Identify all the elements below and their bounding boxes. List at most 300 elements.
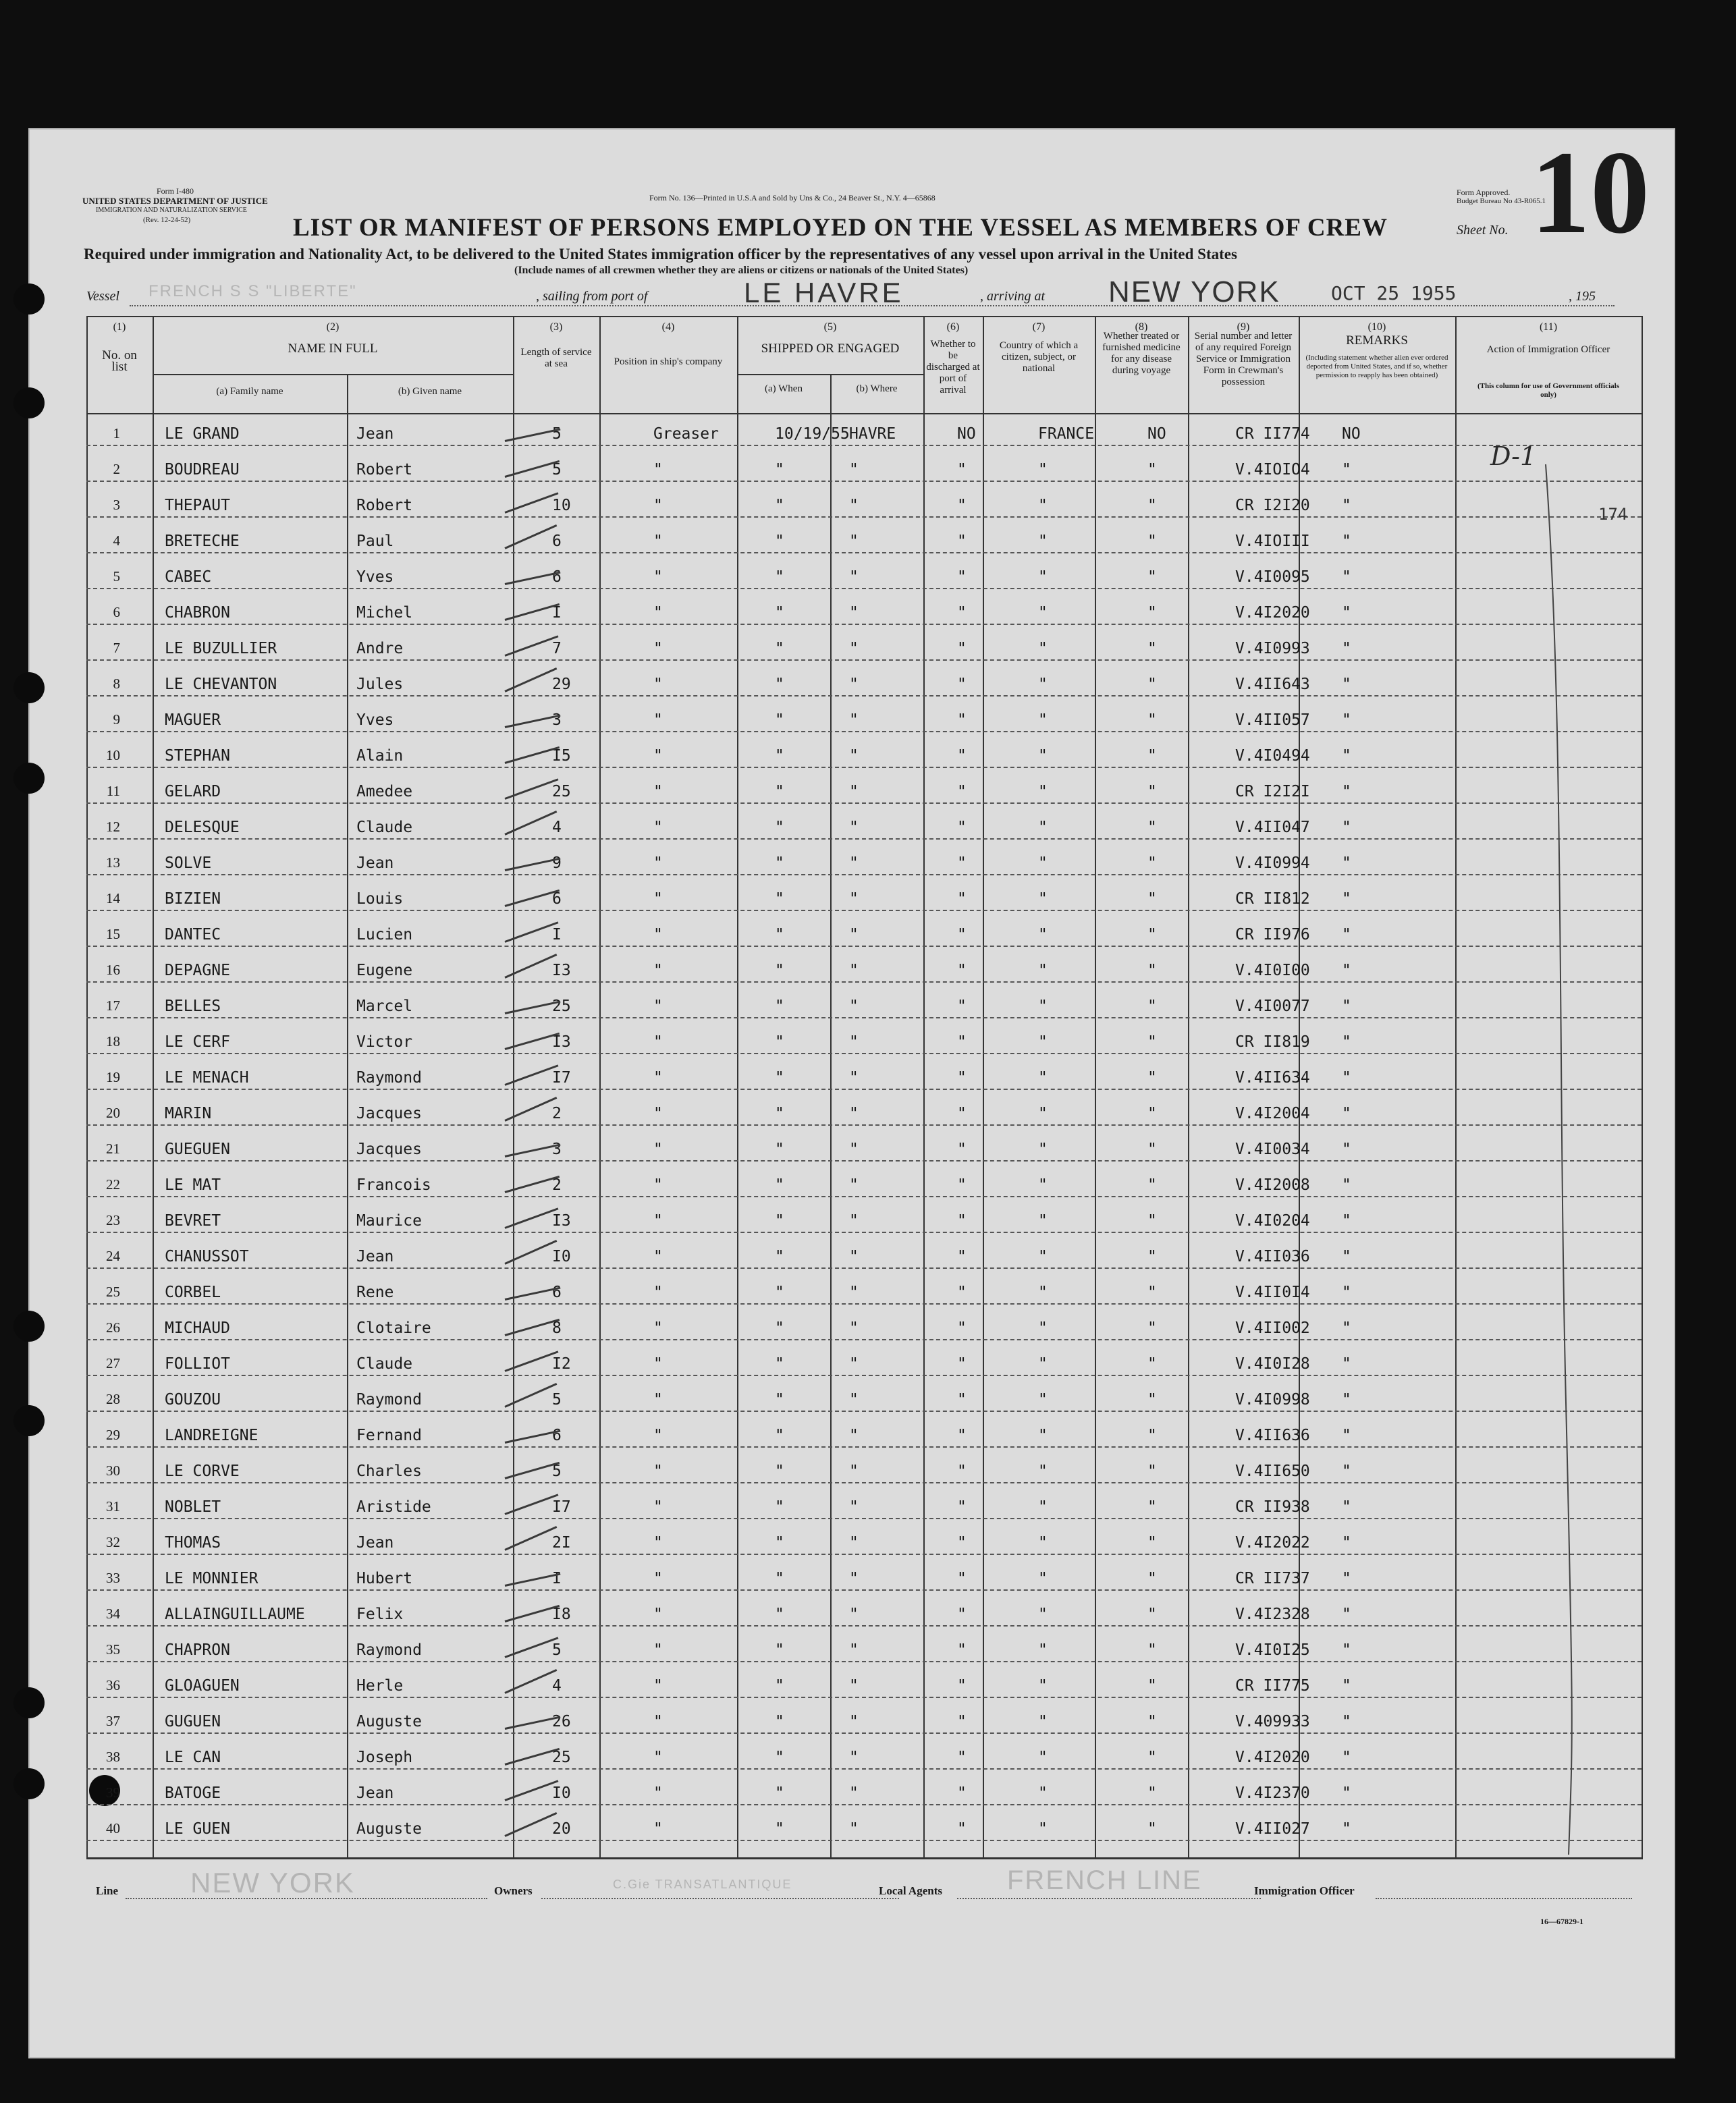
col-header-action: Action of Immigration Officer: [1486, 344, 1610, 355]
margin-note: 174: [1598, 505, 1628, 524]
country: ": [1038, 604, 1048, 622]
department-line: UNITED STATES DEPARTMENT OF JUSTICE: [82, 196, 268, 206]
given-name: Jean: [356, 1534, 394, 1552]
service-length: I: [552, 1570, 562, 1587]
engaged-where: ": [849, 1641, 859, 1659]
table-row: [86, 1665, 1642, 1701]
country: ": [1038, 1498, 1048, 1516]
engaged-when: 10/19/55: [775, 425, 850, 443]
discharge: ": [957, 1033, 967, 1051]
engaged-when: ": [775, 998, 784, 1015]
officer-label: Immigration Officer: [1254, 1884, 1355, 1897]
col-header-treated: Whether treated or furnished medicine for any disease during voyage: [1102, 331, 1181, 376]
country: ": [1038, 926, 1048, 944]
family-name: GLOAGUEN: [165, 1677, 240, 1695]
serial-number: V.4I2020: [1235, 604, 1310, 622]
engaged-when: ": [775, 1749, 784, 1766]
engaged-when: ": [775, 962, 784, 979]
table-row: [86, 1737, 1642, 1772]
remarks: ": [1342, 1069, 1351, 1087]
given-name: Louis: [356, 890, 404, 908]
family-name: CHAPRON: [165, 1641, 230, 1659]
treated: ": [1147, 497, 1157, 514]
table-row: [86, 1200, 1642, 1236]
discharge: ": [957, 676, 967, 693]
treated: ": [1147, 1248, 1157, 1265]
discharge: ": [957, 926, 967, 944]
row-number: 26: [106, 1319, 120, 1336]
owners-label: Owners: [494, 1884, 533, 1897]
check-slash: [504, 1350, 558, 1372]
discharge: ": [957, 1534, 967, 1552]
table-row: [86, 1558, 1642, 1593]
family-name: LANDREIGNE: [165, 1427, 259, 1444]
check-slash: [505, 1033, 560, 1050]
engaged-when: ": [775, 747, 784, 765]
country: ": [1038, 890, 1048, 908]
service-length: I3: [552, 962, 571, 979]
check-slash: [504, 1669, 557, 1694]
position: ": [653, 1713, 663, 1730]
row-rule: [86, 1840, 1642, 1841]
given-name: Lucien: [356, 926, 413, 944]
engaged-where: ": [849, 1677, 859, 1695]
position: ": [653, 747, 663, 765]
service-length: 2: [552, 1176, 562, 1194]
position: ": [653, 1355, 663, 1373]
family-name: GOUZOU: [165, 1391, 221, 1409]
serial-number: CR II938: [1235, 1498, 1310, 1516]
engaged-where: ": [849, 890, 859, 908]
given-name: Auguste: [356, 1820, 422, 1838]
col-header-serial: Serial number and letter of any required Foreign Service or Immigration Form in Crewman's possession: [1194, 331, 1293, 387]
country: ": [1038, 1212, 1048, 1230]
engaged-where: ": [849, 711, 859, 729]
row-rule: [86, 588, 1642, 589]
serial-number: V.4I0993: [1235, 640, 1310, 657]
service-length: 5: [552, 1391, 562, 1409]
row-number: 30: [106, 1463, 120, 1479]
row-number: 33: [106, 1570, 120, 1586]
service-length: 6: [552, 890, 562, 908]
service-length: I: [552, 926, 562, 944]
table-row: [86, 735, 1642, 771]
serial-number: V.4I2370: [1235, 1784, 1310, 1802]
discharge: ": [957, 1391, 967, 1409]
service-length: I5: [552, 747, 571, 765]
engaged-when: ": [775, 854, 784, 872]
service-length: I0: [552, 1248, 571, 1265]
service-length: 3: [552, 1141, 562, 1158]
check-slash: [505, 746, 560, 764]
given-name: Hubert: [356, 1570, 413, 1587]
crew-table: (1) (2) (3) (4) (5) (6) (7) (8) (9) (10) (11) No. on list NAME IN FULL (a) Family name (b) Given name Length of service at sea Position in ship's company SHIPPED OR ENGAGED (a) When (b) Where Whether to be discharged at port of arrival Country of which a citizen, subject, or national Whether treated or furnished medicine for any disease during voyage Serial number and letter of any required Foreign Service or Immigration Form in Crewman's possession REMARKS (Including statement whether alien ever ordered deported from United States, and if so, whether permission to reapply has been obtained) Action of Immigration Officer (This column for use of Government officials only) 1 LE GRAND Jean 5 Greaser 10/19/55 HAVRE NO FRANCE NO CR II774 NO 2 BOUDREAU Robert 5 " " " " " " V.4IOIO4 " 3 THEPAUT Robert 10 " " " " " " CR I2I20 " 4 BRETECHE Paul 6 " " " " " " V.4IOIII " 5 CABEC Yves 6 " " " " " " V.4I0095 " 6 CHABRON Michel I " " " " " " V.4I2020 " 7 LE BUZULLIER Andre 7 " " " " " " V.4I0993 " 8 LE CHEVANTON Jules 29 " " " " " " V.4II643 " 9 MAGUER Yves 3 " " " " " " V.4II057 " 10 STEPHAN Alain I5 " " " " " " V.4I0494 " 11 GELARD Amedee 25 " " " " " " CR I2I2I " 12 DELESQUE Claude 4 " " " " " " V.4II047 " 13 SOLVE Jean 9 " " " " " " V.4I0994 " 14 BIZIEN Louis 6 " " " " " " CR II812 " 15 DANTEC Lucien I " " " " " " CR II976 " 16 DEPAGNE Eugene I3 " " " " " " V.4I0I00 " 17 BELLES Marcel 25 " " " " " " V.4I0077 " 18 LE CERF Victor I3 " " " " " " CR II819 " 19 LE MENACH Raymond I7 " " " " " " V.4II634 " 20 MARIN Jacques 2 " " " " " " V.4I2004 " 21 GUEGUEN Jacques 3 " " " " " " V.4I0034 " 22 LE MAT Francois 2 " " " " " " V.4I2008 " 23 BEVRET Maurice I3 " " " " " " V.4I0204 " 24 CHANUSSOT Jean I0 " " " " " " V.4II036 " 25 CORBEL Rene 6 " " " " " " V.4II0I4 " 26 MICHAUD Clotaire 8 " " " " " " V.4II002 " 27 FOLLIOT Claude I2 " " " " " " V.4I0I28 " 28 GOUZOU Raymond 5 " " " " " " V.4I0998 " 29 LANDREIGNE Fernand 6 " " " " " " V.4II636 " 30 LE CORVE Charles 5 " " " " " " V.4II650 " 31 NOBLET Aristide I7 " " " " " " CR II938 " 32 THOMAS Jean 2I " " " " " " V.4I2022 " 33 LE MONNIER Hubert I " " " " " " CR II737 " 34 ALLAINGUILLAUME Felix I8 " " " " " " V.4I2328 " 35 CHAPRON Raymond 5 " " " " " " V.4I0I25 " 36 GLOAGUEN Herle 4 " " " " " " CR II775 " 37 GUGUEN Auguste 26 " " " " " " V.409933 " 38 LE CAN Joseph 25 " " " " " " V.4I2020 " 39 BATOGE Jean I0 " " " " " " V.4I2370 " 40 LE GUEN Auguste 20 " " " " " " V.4II027 " D-1: [86, 316, 1643, 1861]
engaged-where: ": [849, 1498, 859, 1516]
row-number: 9: [113, 711, 120, 728]
inclusion-note: (Include names of all crewmen whether they are aliens or citizens or nationals of the United States): [514, 265, 969, 276]
given-name: Francois: [356, 1176, 431, 1194]
family-name: BELLES: [165, 998, 221, 1015]
country: ": [1038, 783, 1048, 800]
table-row: [86, 1379, 1642, 1415]
serial-number: V.4I0095: [1235, 568, 1310, 586]
given-name: Raymond: [356, 1391, 422, 1409]
given-name: Claude: [356, 1355, 413, 1373]
service-length: 6: [552, 1284, 562, 1301]
row-number: 12: [106, 819, 120, 835]
row-rule: [86, 981, 1642, 983]
table-row: [86, 985, 1642, 1021]
service-length: 5: [552, 1463, 562, 1480]
engaged-where: ": [849, 532, 859, 550]
year-suffix: , 195: [1569, 289, 1596, 304]
engaged-when: ": [775, 1677, 784, 1695]
family-name: LE MONNIER: [165, 1570, 259, 1587]
remarks: ": [1342, 1176, 1351, 1194]
engaged-where: HAVRE: [849, 425, 896, 443]
given-name: Joseph: [356, 1749, 413, 1766]
row-number: 2: [113, 461, 120, 477]
remarks: ": [1342, 568, 1351, 586]
country: ": [1038, 1749, 1048, 1766]
service-length: I2: [552, 1355, 571, 1373]
col-header-discharge: Whether to be discharged at port of arrival: [926, 339, 980, 395]
position: ": [653, 926, 663, 944]
remarks: ": [1342, 783, 1351, 800]
remarks: ": [1342, 497, 1351, 514]
serial-number: CR II775: [1235, 1677, 1310, 1695]
serial-number: V.4II0I4: [1235, 1284, 1310, 1301]
serial-number: V.409933: [1235, 1713, 1310, 1730]
row-number: 18: [106, 1033, 120, 1049]
check-slash: [504, 1383, 557, 1408]
row-number: 35: [106, 1641, 120, 1658]
engaged-where: ": [849, 1606, 859, 1623]
serial-number: V.4I0204: [1235, 1212, 1310, 1230]
service-length: 5: [552, 1641, 562, 1659]
engaged-when: ": [775, 604, 784, 622]
engaged-when: ": [775, 1141, 784, 1158]
engaged-where: ": [849, 1534, 859, 1552]
row-rule: [86, 1411, 1642, 1412]
row-rule: [86, 695, 1642, 697]
service-length: 3: [552, 711, 562, 729]
country: ": [1038, 1355, 1048, 1373]
family-name: LE BUZULLIER: [165, 640, 277, 657]
punch-hole: [13, 1687, 45, 1718]
sheet-label: Sheet No.: [1457, 223, 1509, 238]
given-name: Andre: [356, 640, 404, 657]
check-slash: [505, 603, 560, 621]
given-name: Yves: [356, 568, 394, 586]
row-rule: [86, 1375, 1642, 1376]
given-name: Amedee: [356, 783, 413, 800]
row-rule: [86, 659, 1642, 661]
row-number: 38: [106, 1749, 120, 1765]
family-name: THOMAS: [165, 1534, 221, 1552]
position: ": [653, 1498, 663, 1516]
family-name: FOLLIOT: [165, 1355, 230, 1373]
discharge: NO: [957, 425, 976, 443]
row-rule: [86, 1089, 1642, 1090]
position: ": [653, 1641, 663, 1659]
position: ": [653, 1105, 663, 1122]
treated: ": [1147, 1284, 1157, 1301]
service-length: 25: [552, 1749, 571, 1766]
country: ": [1038, 1069, 1048, 1087]
engaged-where: ": [849, 819, 859, 836]
engaged-when: ": [775, 1570, 784, 1587]
given-name: Clotaire: [356, 1319, 431, 1337]
family-name: BRETECHE: [165, 532, 240, 550]
engaged-when: ": [775, 1606, 784, 1623]
remarks: ": [1342, 998, 1351, 1015]
serial-number: V.4I2004: [1235, 1105, 1310, 1122]
engaged-where: ": [849, 1069, 859, 1087]
country: ": [1038, 497, 1048, 514]
check-slash: [505, 1605, 560, 1622]
engaged-when: ": [775, 1105, 784, 1122]
service-length: I: [552, 604, 562, 622]
discharge: ": [957, 1570, 967, 1587]
discharge: ": [957, 1176, 967, 1194]
remarks: ": [1342, 1677, 1351, 1695]
table-row: [86, 1057, 1642, 1093]
treated: ": [1147, 461, 1157, 479]
given-name: Eugene: [356, 962, 413, 979]
engaged-where: ": [849, 1033, 859, 1051]
row-number: 3: [113, 497, 120, 513]
col-header-country: Country of which a citizen, subject, or national: [999, 340, 1079, 374]
position: ": [653, 461, 663, 479]
treated: ": [1147, 1141, 1157, 1158]
check-slash: [504, 1207, 558, 1229]
position: ": [653, 1606, 663, 1623]
service-length: 10: [552, 497, 571, 514]
discharge: ": [957, 1319, 967, 1337]
serial-number: V.4I2328: [1235, 1606, 1310, 1623]
row-rule: [86, 1661, 1642, 1662]
given-name: Jacques: [356, 1141, 422, 1158]
remarks: ": [1342, 604, 1351, 622]
punch-hole: [13, 672, 45, 703]
position: ": [653, 568, 663, 586]
country: ": [1038, 711, 1048, 729]
row-number: 10: [106, 747, 120, 763]
country: ": [1038, 1427, 1048, 1444]
engaged-when: ": [775, 568, 784, 586]
check-slash: [504, 1812, 557, 1837]
given-name: Yves: [356, 711, 394, 729]
given-name: Fernand: [356, 1427, 422, 1444]
row-rule: [86, 874, 1642, 875]
engaged-when: ": [775, 819, 784, 836]
owners-value: C.Gie TRANSATLANTIQUE: [613, 1878, 792, 1891]
col-header-shipped: SHIPPED OR ENGAGED: [761, 342, 900, 356]
treated: ": [1147, 1713, 1157, 1730]
remarks: ": [1342, 1319, 1351, 1337]
table-row: [86, 1307, 1642, 1343]
country: ": [1038, 1784, 1048, 1802]
table-row: [86, 914, 1642, 950]
row-rule: [86, 1017, 1642, 1018]
row-rule: [86, 1053, 1642, 1054]
treated: ": [1147, 711, 1157, 729]
table-row: [86, 1164, 1642, 1200]
check-slash: [505, 1748, 560, 1766]
col-header-where: (b) Where: [856, 383, 898, 394]
position: ": [653, 1176, 663, 1194]
country: ": [1038, 1141, 1048, 1158]
table-row: [86, 592, 1642, 628]
discharge: ": [957, 1248, 967, 1265]
given-name: Claude: [356, 819, 413, 836]
col-header-number: No. on list: [102, 348, 137, 374]
treated: ": [1147, 1606, 1157, 1623]
serial-number: CR II812: [1235, 890, 1310, 908]
discharge: ": [957, 819, 967, 836]
engaged-when: ": [775, 1713, 784, 1730]
given-name: Jacques: [356, 1105, 422, 1122]
row-number: 19: [106, 1069, 120, 1085]
discharge: ": [957, 1677, 967, 1695]
row-rule: [86, 1482, 1642, 1483]
row-rule: [86, 481, 1642, 482]
engaged-where: ": [849, 461, 859, 479]
given-name: Charles: [356, 1463, 422, 1480]
punch-hole: [13, 387, 45, 418]
treated: NO: [1147, 425, 1166, 443]
remarks: ": [1342, 1212, 1351, 1230]
table-row: [86, 950, 1642, 985]
treated: ": [1147, 1749, 1157, 1766]
engaged-when: ": [775, 1284, 784, 1301]
engaged-where: ": [849, 1319, 859, 1337]
punch-hole: [13, 763, 45, 794]
serial-number: V.4I0998: [1235, 1391, 1310, 1409]
punch-hole: [13, 1768, 45, 1799]
treated: ": [1147, 676, 1157, 693]
engaged-when: ": [775, 532, 784, 550]
serial-number: CR II774: [1235, 425, 1310, 443]
service-length: 2I: [552, 1534, 571, 1552]
remarks: ": [1342, 1784, 1351, 1802]
remarks: ": [1342, 962, 1351, 979]
discharge: ": [957, 640, 967, 657]
row-rule: [86, 445, 1642, 446]
position: ": [653, 711, 663, 729]
page-title: LIST OR MANIFEST OF PERSONS EMPLOYED ON THE VESSEL AS MEMBERS OF CREW: [293, 214, 1388, 242]
form-approved: Form Approved.: [1457, 188, 1511, 197]
treated: ": [1147, 926, 1157, 944]
family-name: NOBLET: [165, 1498, 221, 1516]
engaged-when: ": [775, 1427, 784, 1444]
country: ": [1038, 1641, 1048, 1659]
check-slash: [504, 1526, 557, 1551]
row-rule: [86, 1697, 1642, 1698]
row-rule: [86, 767, 1642, 768]
col-header-name: NAME IN FULL: [288, 342, 378, 356]
position: ": [653, 1319, 663, 1337]
row-rule: [86, 1732, 1642, 1734]
row-rule: [86, 1554, 1642, 1555]
line-value: NEW YORK: [190, 1867, 355, 1899]
engaged-where: ": [849, 1391, 859, 1409]
remarks: ": [1342, 1606, 1351, 1623]
given-name: Jules: [356, 676, 404, 693]
country: ": [1038, 1033, 1048, 1051]
table-row: [86, 842, 1642, 878]
row-rule: [86, 1267, 1642, 1269]
row-number: 28: [106, 1391, 120, 1407]
given-name: Paul: [356, 532, 394, 550]
service-length: 20: [552, 1820, 571, 1838]
family-name: STEPHAN: [165, 747, 230, 765]
family-name: LE MENACH: [165, 1069, 249, 1087]
family-name: DANTEC: [165, 926, 221, 944]
family-name: LE CERF: [165, 1033, 230, 1051]
position: ": [653, 1248, 663, 1265]
treated: ": [1147, 854, 1157, 872]
action-pencil-line: [1538, 458, 1585, 1861]
col-header-action-note: (This column for use of Government officials only): [1477, 382, 1619, 399]
engaged-where: ": [849, 1141, 859, 1158]
given-name: Jean: [356, 1784, 394, 1802]
table-row: [86, 1701, 1642, 1737]
serial-number: V.4II057: [1235, 711, 1310, 729]
serial-number: V.4II634: [1235, 1069, 1310, 1087]
engaged-when: ": [775, 1248, 784, 1265]
country: ": [1038, 998, 1048, 1015]
table-bottom-border: [86, 1857, 1643, 1859]
family-name: MAGUER: [165, 711, 221, 729]
serial-number: V.4I2020: [1235, 1749, 1310, 1766]
engaged-when: ": [775, 711, 784, 729]
check-slash: [504, 1637, 558, 1658]
row-rule: [86, 1589, 1642, 1591]
engaged-when: ": [775, 640, 784, 657]
discharge: ": [957, 461, 967, 479]
discharge: ": [957, 783, 967, 800]
remarks: ": [1342, 926, 1351, 944]
row-number: 15: [106, 926, 120, 942]
treated: ": [1147, 1820, 1157, 1838]
row-rule: [86, 1518, 1642, 1519]
country: ": [1038, 962, 1048, 979]
row-number: 25: [106, 1284, 120, 1300]
engaged-where: ": [849, 1820, 859, 1838]
discharge: ": [957, 1784, 967, 1802]
service-length: 9: [552, 854, 562, 872]
country: ": [1038, 461, 1048, 479]
table-row: [86, 1343, 1642, 1379]
engaged-where: ": [849, 1749, 859, 1766]
treated: ": [1147, 568, 1157, 586]
position: ": [653, 998, 663, 1015]
table-row: [86, 413, 1642, 449]
check-slash: [505, 1176, 560, 1193]
treated: ": [1147, 1784, 1157, 1802]
discharge: ": [957, 962, 967, 979]
row-rule: [86, 1804, 1642, 1805]
serial-number: V.4IOIII: [1235, 532, 1310, 550]
position: Greaser: [653, 425, 719, 443]
discharge: ": [957, 711, 967, 729]
check-slash: [504, 1097, 557, 1122]
row-number: 7: [113, 640, 120, 656]
row-number: 4: [113, 532, 120, 549]
row-rule: [86, 1160, 1642, 1162]
